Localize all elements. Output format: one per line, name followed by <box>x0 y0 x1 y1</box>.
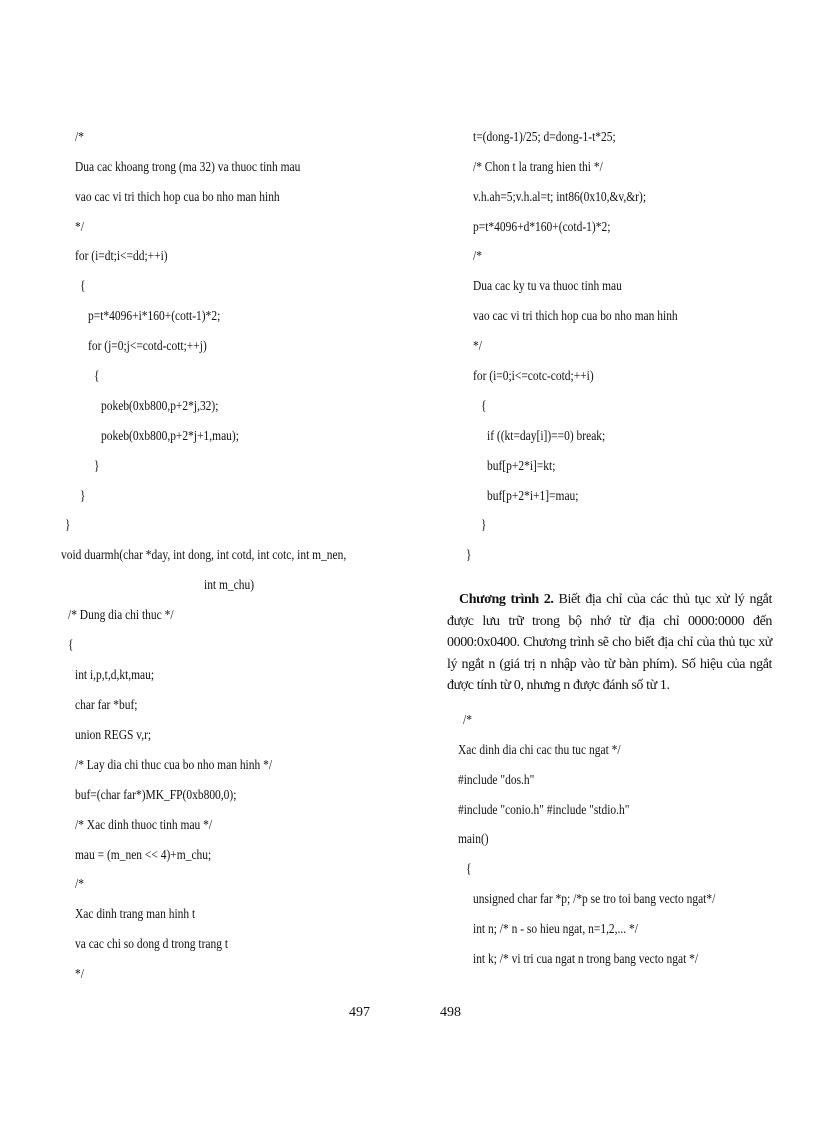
code-line: /* <box>473 249 482 264</box>
code-line: int m_chu) <box>204 578 255 593</box>
code-line: } <box>481 518 487 533</box>
code-line: #include "conio.h" #include "stdio.h" <box>458 803 630 818</box>
code-line: t=(dong-1)/25; d=dong-1-t*25; <box>473 130 616 145</box>
code-line: void duarmh(char *day, int dong, int cotd, int cotc, int m_nen, <box>61 548 347 563</box>
code-line: { <box>94 369 100 384</box>
code-line: } <box>65 518 71 533</box>
code-line: union REGS v,r; <box>75 728 152 743</box>
code-line: p=t*4096+i*160+(cott-1)*2; <box>88 309 221 324</box>
code-line: /* <box>463 713 472 728</box>
page-number-left: 497 <box>349 1005 370 1020</box>
code-line: pokeb(0xb800,p+2*j+1,mau); <box>101 429 239 444</box>
code-line: int n; /* n - so hieu ngat, n=1,2,... */ <box>473 922 638 937</box>
code-line: /* Chon t la trang hien thi */ <box>473 160 603 175</box>
code-line: /* <box>75 877 84 892</box>
code-line: */ <box>75 220 84 235</box>
code-line: if ((kt=day[i])==0) break; <box>487 429 606 444</box>
code-line: v.h.ah=5;v.h.al=t; int86(0x10,&v,&r); <box>473 190 647 205</box>
code-line: buf[p+2*i+1]=mau; <box>487 489 579 504</box>
code-line: main() <box>458 832 489 847</box>
code-line: /* <box>75 130 84 145</box>
code-line: mau = (m_nen << 4)+m_chu; <box>75 848 212 863</box>
code-line: */ <box>473 339 482 354</box>
code-line: char far *buf; <box>75 698 138 713</box>
code-line: /* Dung dia chi thuc */ <box>68 608 174 623</box>
code-line: int i,p,t,d,kt,mau; <box>75 668 155 683</box>
page-number-right: 498 <box>440 1005 461 1020</box>
code-line: for (i=dt;i<=dd;++i) <box>75 249 168 264</box>
code-line: vao cac vi tri thich hop cua bo nho man hinh <box>473 309 678 324</box>
code-line: Dua cac khoang trong (ma 32) va thuoc tinh mau <box>75 160 301 175</box>
code-line: pokeb(0xb800,p+2*j,32); <box>101 399 219 414</box>
code-line: int k; /* vi tri cua ngat n trong bang vecto ngat */ <box>473 952 699 967</box>
code-line: { <box>481 399 487 414</box>
code-line: for (j=0;j<=cotd-cott;++j) <box>88 339 207 354</box>
program-2-paragraph <box>447 589 772 697</box>
program-2-text: Biết địa chỉ của các thủ tục xử lý ngắt được lưu trữ trong bộ nhớ từ địa chỉ 0000:0000 đến 0000:0x0400. Chương trình sẽ cho biết địa chỉ của thủ tục xử lý ngắt n (giá trị n nhập vào từ bàn phím). Số hiệu của ngắt được tính từ 0, nhưng n được đánh số từ 1. <box>447 592 772 693</box>
code-line: Xac dinh trang man hinh t <box>75 907 196 922</box>
code-line: /* Lay dia chi thuc cua bo nho man hinh */ <box>75 758 273 773</box>
code-line: Dua cac ky tu va thuoc tinh mau <box>473 279 622 294</box>
code-line: } <box>80 489 86 504</box>
code-line: } <box>466 548 472 563</box>
code-line: buf=(char far*)MK_FP(0xb800,0); <box>75 788 237 803</box>
code-line: } <box>94 459 100 474</box>
code-line: buf[p+2*i]=kt; <box>487 459 556 474</box>
code-line: { <box>80 279 86 294</box>
code-line: va cac chi so dong d trong trang t <box>75 937 229 952</box>
code-line: { <box>466 862 472 877</box>
code-line: p=t*4096+d*160+(cotd-1)*2; <box>473 220 611 235</box>
code-line: { <box>68 638 74 653</box>
program-2-title: Chương trình 2. <box>459 592 554 607</box>
code-line: */ <box>75 967 84 982</box>
code-line: #include "dos.h" <box>458 773 535 788</box>
code-line: /* Xac dinh thuoc tinh mau */ <box>75 818 213 833</box>
code-line: unsigned char far *p; /*p se tro toi bang vecto ngat*/ <box>473 892 716 907</box>
code-line: Xac dinh dia chi cac thu tuc ngat */ <box>458 743 621 758</box>
code-line: for (i=0;i<=cotc-cotd;++i) <box>473 369 594 384</box>
code-line: vao cac vi tri thich hop cua bo nho man hinh <box>75 190 280 205</box>
